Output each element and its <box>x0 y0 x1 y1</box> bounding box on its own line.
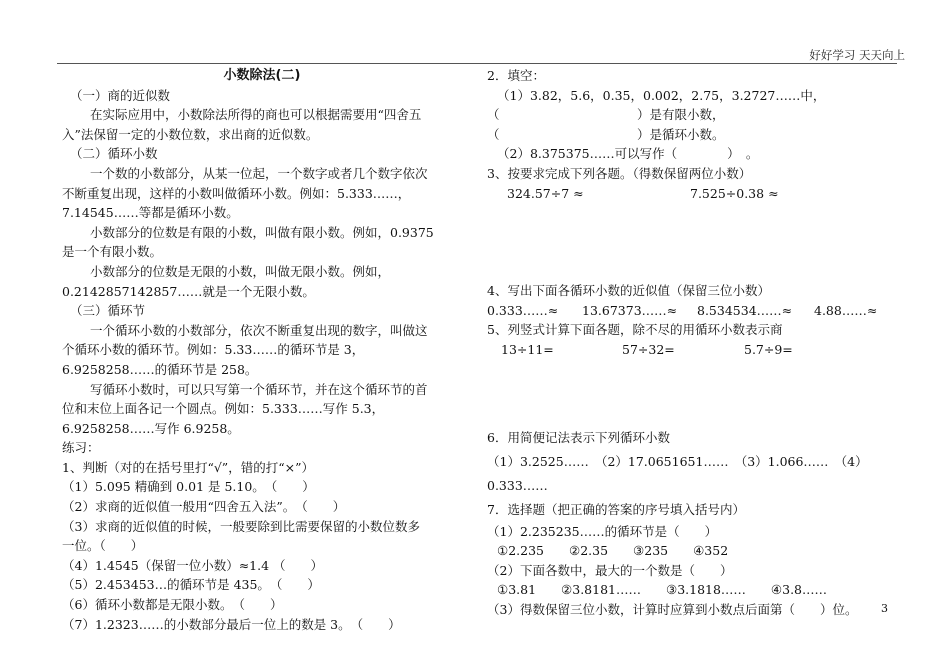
section-heading: （一）商的近似数 <box>70 87 171 103</box>
q5-items <box>487 340 892 360</box>
right-column <box>487 66 892 620</box>
paragraph-line: 位和末位上面各记一个圆点。例如：5.333……写作 5.3， <box>62 401 385 417</box>
paragraph-line: 入”法保留一定的小数位数，求出商的近似数。 <box>62 126 319 142</box>
paragraph-line: 在实际应用中，小数除法所得的商也可以根据需要用“四舍五 <box>90 107 422 123</box>
q7-line: （1）2.235235……的循环节是（ ） <box>487 523 718 539</box>
q4-items <box>487 301 892 321</box>
q5-title: 5、列竖式计算下面各题，除不尽的用循环小数表示商 <box>487 322 783 338</box>
q2-line: （2）8.375375……可以写作（ ） 。 <box>497 146 759 162</box>
q6-line: （1）3.2525…… （2）17.0651651…… （3）1.066…… （4） <box>487 453 868 469</box>
paragraph-line: 7.14545……等都是循环小数。 <box>62 205 239 221</box>
lesson-title: 小数除法(二) <box>223 68 301 83</box>
judge-item: （7）1.2323……的小数部分最后一位上的数是 3。 （ ） <box>62 616 401 632</box>
section-heading: （三）循环节 <box>70 303 146 319</box>
q4-item: 4.88……≈ <box>814 302 878 318</box>
judge-item: （5）2.453453…的循环节是 435。 （ ） <box>62 577 320 593</box>
q2-line: （ ）是有限小数， <box>487 107 725 123</box>
paragraph-line: 个循环小数的循环节。例如：5.33……的循环节是 3， <box>62 342 365 358</box>
paragraph-line: 不断重复出现，这样的小数叫做循环小数。例如：5.333……， <box>62 185 411 201</box>
judge-item: （2）求商的近似值一般用“四舍五入法”。 （ ） <box>62 499 346 515</box>
header-rule <box>57 63 897 64</box>
q4-item: 8.534534……≈ <box>697 302 793 318</box>
q6-line: 0.333…… <box>487 477 548 493</box>
q7-line: （3）得数保留三位小数，计算时应算到小数点后面第（ ）位。 <box>487 601 858 617</box>
q5-item: 5.7÷9= <box>744 341 793 357</box>
q5-work-area <box>487 360 892 426</box>
paragraph-line: 小数部分的位数是有限的小数，叫做有限小数。例如，0.9375 <box>90 224 434 240</box>
q2-line: （ ）是循环小数。 <box>487 126 725 142</box>
section-heading: （二）循环小数 <box>70 146 158 162</box>
q7-line: （2）下面各数中，最大的一个数是（ ） <box>487 562 733 578</box>
header-motto: 好好学习 天天向上 <box>809 48 905 62</box>
judge-item: （6）循环小数都是无限小数。 （ ） <box>62 597 283 613</box>
paragraph-line: 6.9258258……写作 6.9258。 <box>62 420 240 436</box>
judge-item: 一位。（ ） <box>62 538 144 554</box>
judge-item: （4）1.4545（保留一位小数）≈1.4 （ ） <box>62 557 324 573</box>
q3-problems <box>487 184 892 204</box>
q4-item: 13.67373……≈ <box>582 302 678 318</box>
left-column <box>62 66 467 634</box>
q3-work-area <box>487 203 892 281</box>
q5-item: 13÷11= <box>501 341 554 357</box>
q7-options: ①2.235 ②2.35 ③235 ④352 <box>497 543 729 559</box>
q6-title: 6．用简便记法表示下列循环小数 <box>487 429 670 445</box>
q2-line: （1）3.82，5.6，0.35，0.002，2.75，3.2727……中， <box>497 87 826 103</box>
paragraph-line: 0.2142857142857……就是一个无限小数。 <box>62 283 315 299</box>
q7-title: 7．选择题（把正确的答案的序号填入括号内） <box>487 501 745 517</box>
judge-item: （3）求商的近似值的时候，一般要除到比需要保留的小数位数多 <box>62 518 420 534</box>
q5-item: 57÷32= <box>622 341 675 357</box>
judge-item: （1）5.095 精确到 0.01 是 5.10。 （ ） <box>62 479 315 495</box>
q3-problem-a: 324.57÷7 ≈ <box>507 185 584 201</box>
paragraph-line: 6.9258258……的循环节是 258。 <box>62 361 258 377</box>
q7-options: ①3.81 ②3.8181…… ③3.1818…… ④3.8…… <box>497 582 828 598</box>
paragraph-line: 是一个有限小数。 <box>62 244 163 260</box>
q3-title: 3、按要求完成下列各题。（得数保留两位小数） <box>487 165 752 181</box>
paragraph-line: 一个数的小数部分，从某一位起，一个数字或者几个数字依次 <box>90 165 428 181</box>
q4-title: 4、写出下面各循环小数的近似值（保留三位小数） <box>487 283 770 299</box>
paragraph-line: 写循环小数时，可以只写第一个循环节，并在这个循环节的首 <box>90 381 428 397</box>
q2-title: 2．填空： <box>487 68 545 83</box>
page-number: 3 <box>881 602 888 615</box>
q4-item: 0.333……≈ <box>487 302 559 318</box>
q3-problem-b: 7.525÷0.38 ≈ <box>690 185 779 201</box>
question-heading: 1、判断（对的在括号里打“√”，错的打“×”） <box>62 459 314 475</box>
paragraph-line: 一个循环小数的小数部分，依次不断重复出现的数字，叫做这 <box>90 322 428 338</box>
exercise-heading: 练习： <box>62 440 100 456</box>
paragraph-line: 小数部分的位数是无限的小数，叫做无限小数。例如， <box>90 263 391 279</box>
